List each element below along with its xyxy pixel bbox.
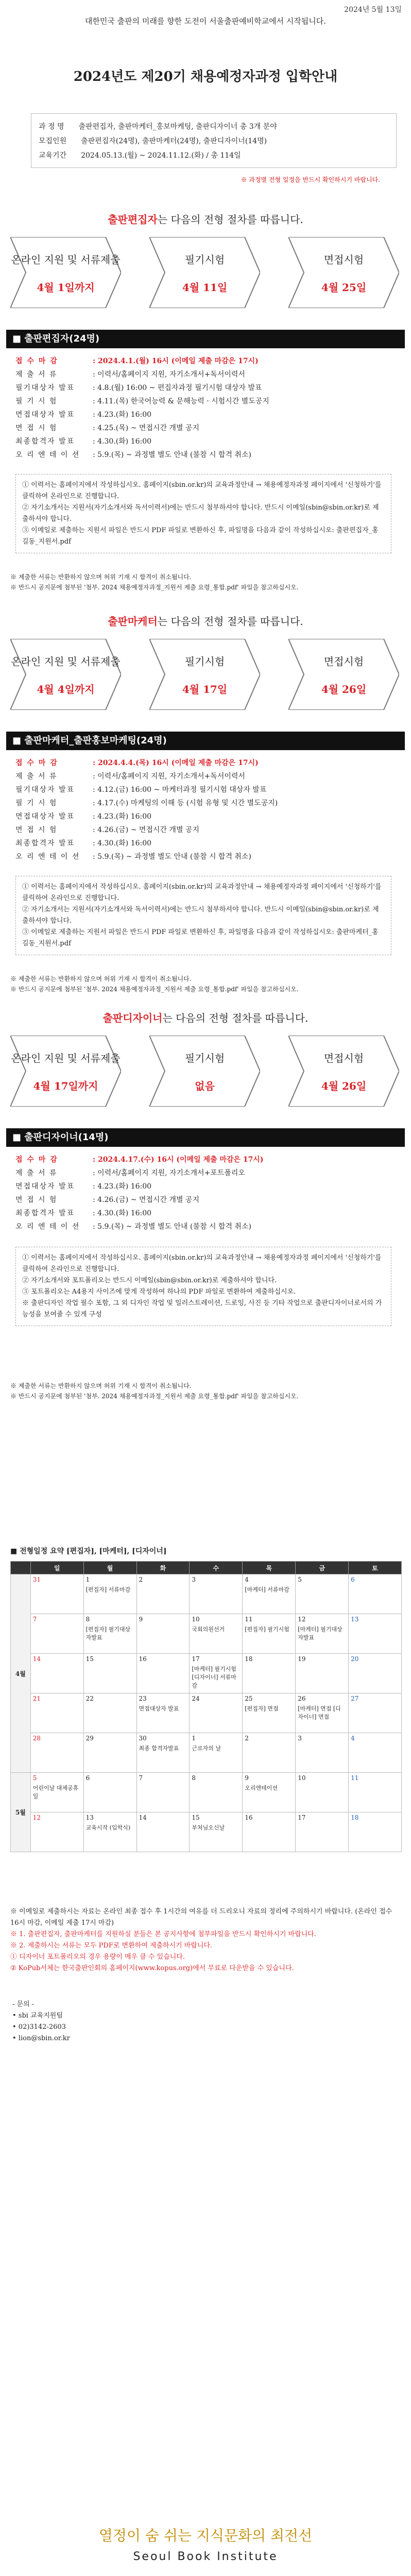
detail-row: 면 접 시 험 : 4.26.(금) ~ 면접시간 개별 공지 [15, 823, 278, 837]
calendar-day-number: 2 [139, 1576, 143, 1583]
detail-value: 4.11.(목) 한국어능력 & 문해능력 · 시험시간 별도공지 [97, 397, 269, 405]
calendar-header: ■ 전형일정 요약 [편집자], [마케터], [디자이너] [10, 1547, 167, 1555]
detail-value: 5.9.(목) ~ 과정별 별도 안내 (불참 시 합격 취소) [97, 451, 251, 459]
calendar-day-number: 24 [192, 1695, 200, 1702]
course-info-box [31, 113, 397, 168]
institute-name: Seoul Book Institute [133, 2550, 278, 2563]
footer-line: ※ 1. 출판편집자, 출판마케터를 지원하실 분들은 본 공지사항에 첨부파일을 반드시 확인하시기 바랍니다. [10, 1930, 317, 1938]
detail-value: 이력서/홈페이지 지원, 자기소개서+포트폴리오 [97, 1169, 245, 1177]
calendar-day-cell [136, 1614, 190, 1654]
calendar-day-cell [136, 1654, 190, 1693]
info-key: 교육기간 [39, 151, 67, 160]
calendar-day-number: 13 [85, 1814, 94, 1821]
calendar-event: 국회의원선거 [192, 1626, 225, 1633]
calendar-day-number: 14 [139, 1814, 147, 1821]
detail-row: 오 리 엔 테 이 션 : 5.9.(목) ~ 과정별 별도 안내 (불참 시 합격 취소) [15, 850, 278, 863]
detail-key: 오 리 엔 테 이 션 [15, 1223, 80, 1231]
marketer-flow-date: 4월 17일 [182, 683, 228, 696]
designer-flow-label: 면접시험 [323, 1052, 364, 1064]
caution-item: ① 이력서는 홈페이지에서 작성하십시오. 홈페이지(sbin.or.kr)의 교육과정안내 → 채용예정자과정 페이지에서 '신청하기'를 클릭하여 온라인으로 진행합니다. [22, 1254, 382, 1273]
designer-section-header: ■ 출판디자이너(14명) [6, 1128, 405, 1147]
detail-value: 4.26.(금) ~ 면접시간 개별 공지 [97, 1196, 199, 1204]
editor-caution-box [15, 474, 391, 553]
calendar-day-number: 31 [32, 1576, 41, 1583]
calendar-day-cell [243, 1693, 296, 1733]
info-row [39, 119, 389, 133]
calendar-day-number: 20 [351, 1655, 359, 1663]
calendar-day-number: 13 [351, 1616, 359, 1623]
calendar-month-label: 5월 [11, 1773, 31, 1852]
calendar-day-cell [83, 1654, 136, 1693]
footer-line: ※ 2. 제출하시는 서류는 모두 PDF로 변환하여 제출하시기 바랍니다. [10, 1942, 213, 1950]
calendar-day-cell [30, 1812, 83, 1852]
calendar-day-cell [190, 1574, 243, 1614]
designer-flow-date: 없음 [195, 1080, 215, 1092]
marketer-after-notes [10, 974, 402, 994]
calendar-event: 근로자의 날 [192, 1745, 221, 1752]
info-value: 2024.05.13.(월) ~ 2024.11.12.(화) / 총 114일 [81, 151, 241, 160]
detail-value: 4.8.(월) 16:00 ~ 편집자과정 필기시험 대상자 발표 [97, 384, 262, 392]
calendar-day-cell [296, 1654, 349, 1693]
info-row [39, 148, 389, 162]
detail-key: 접 수 마 감 [15, 759, 58, 767]
calendar-day-number: 9 [245, 1774, 249, 1782]
calendar-event: [마케터] 필기대상자발표 [298, 1626, 342, 1641]
detail-key: 접 수 마 감 [15, 1156, 58, 1164]
detail-value: 4.23.(화) 16:00 [97, 1182, 152, 1191]
calendar-day-cell [136, 1812, 190, 1852]
calendar-day-number: 5 [32, 1774, 37, 1782]
editor-after-notes [10, 572, 402, 592]
detail-key: 필기대상자 발표 [15, 384, 75, 392]
detail-key: 면 접 시 험 [15, 1196, 58, 1204]
calendar-day-cell [190, 1733, 243, 1773]
info-key: 모집인원 [39, 137, 67, 145]
info-row [39, 133, 389, 148]
calendar-day-cell [243, 1812, 296, 1852]
after-note: ※ 제출한 서류는 반환하지 않으며 허위 기재 시 합격이 취소됩니다. [10, 1382, 192, 1389]
calendar-day-cell [296, 1574, 349, 1614]
detail-value: 4.25.(목) ~ 면접시간 개별 공지 [97, 424, 199, 432]
editor-flow-date: 4월 1일까지 [37, 281, 95, 294]
editor-step-highlight: 출판편집자 [108, 213, 158, 226]
detail-row: 면 접 시 험 : 4.25.(목) ~ 면접시간 개별 공지 [15, 421, 269, 435]
calendar-day-cell [296, 1614, 349, 1654]
calendar-event: 오리엔테이션 [245, 1785, 278, 1791]
detail-value: 4.30.(화) 16:00 [97, 839, 152, 848]
marketer-step-rest: 는 다음의 전형 절차를 따릅니다. [157, 615, 303, 628]
editor-chevron-1 [10, 237, 121, 308]
detail-value: 4.23.(화) 16:00 [97, 411, 152, 419]
detail-row: 제 출 서 류 : 이력서/홈페이지 지원, 자기소개서+포트폴리오 [15, 1166, 263, 1180]
calendar-day-cell [190, 1693, 243, 1733]
calendar-day-number: 28 [32, 1735, 41, 1742]
calendar-day-cell [243, 1574, 296, 1614]
editor-step-rest: 는 다음의 전형 절차를 따릅니다. [157, 213, 303, 226]
calendar-day-number: 25 [245, 1695, 253, 1702]
editor-step-title [0, 211, 411, 226]
schedule-note: ※ 과정별 전형 일정을 반드시 확인하시기 바랍니다. [241, 176, 380, 183]
calendar-day-cell [83, 1812, 136, 1852]
after-note: ※ 반드시 공지문에 첨부된 '첨부. 2024 채용예정자과정_지원서 제출 요령_통합.pdf' 파일을 참고하십시오. [10, 584, 299, 591]
editor-chevron-2 [149, 237, 260, 308]
calendar-day-number: 6 [351, 1576, 355, 1583]
caution-item: ① 이력서는 홈페이지에서 작성하십시오. 홈페이지(sbin.or.kr)의 교육과정안내 → 채용예정자과정 페이지에서 '신청하기'를 클릭하여 온라인으로 진행합니다. [22, 481, 382, 500]
detail-value: 2024.4.17.(수) 16시 (이메일 제출 마감은 17시) [98, 1156, 264, 1164]
after-note: ※ 반드시 공지문에 첨부된 '첨부. 2024 채용예정자과정_지원서 제출 요령_통합.pdf' 파일을 참고하십시오. [10, 1393, 299, 1400]
info-value: 출판편집자(24명), 출판마케터(24명), 출판디자이너(14명) [81, 137, 267, 145]
calendar-day-cell [296, 1693, 349, 1733]
calendar-event: 최종 합격자발표 [139, 1745, 179, 1752]
calendar-day-number: 21 [32, 1695, 41, 1702]
detail-row: 면 접 시 험 : 4.26.(금) ~ 면접시간 개별 공지 [15, 1193, 263, 1207]
designer-step-title [0, 1010, 411, 1025]
contact-email: • lion@sbin.or.kr [12, 2035, 70, 2042]
detail-value: 이력서/홈페이지 지원, 자기소개서+독서이력서 [97, 772, 245, 781]
detail-row: 최종합격자 발표 : 4.30.(화) 16:00 [15, 435, 269, 448]
calendar-day-number: 2 [245, 1735, 249, 1742]
calendar-week-row [11, 1574, 402, 1614]
detail-key: 제 출 서 류 [15, 1169, 58, 1177]
weekday-label: 금 [296, 1562, 349, 1574]
contact-block [12, 1999, 70, 2044]
calendar-event: [마케터] 필기시험 [디자이너] 서류마감 [192, 1666, 236, 1689]
detail-value: 4.12.(금) 16:00 ~ 마케터과정 필기시험 대상자 발표 [97, 786, 267, 794]
detail-row: 최종합격자 발표 : 4.30.(화) 16:00 [15, 837, 278, 850]
detail-value: 5.9.(목) ~ 과정별 별도 안내 (불참 시 합격 취소) [97, 1223, 251, 1231]
detail-key: 필 기 시 험 [15, 397, 58, 405]
info-key: 과 정 명 [39, 123, 64, 131]
calendar-day-number: 8 [192, 1774, 196, 1782]
editor-flow-date: 4월 11일 [182, 281, 228, 294]
designer-details [15, 1153, 263, 1233]
calendar-day-number: 26 [298, 1695, 306, 1702]
designer-flow [0, 1036, 411, 1107]
calendar-day-number: 15 [85, 1655, 94, 1663]
designer-flow-date: 4월 26일 [321, 1080, 367, 1092]
designer-caution-box [15, 1247, 391, 1326]
detail-key: 필 기 시 험 [15, 799, 58, 807]
calendar-day-number: 10 [192, 1616, 200, 1623]
calendar-day-number: 7 [32, 1616, 37, 1623]
footer-notes [10, 1906, 402, 1974]
calendar-day-cell [136, 1693, 190, 1733]
weekday-label: 목 [243, 1562, 296, 1574]
marketer-chevron-3 [288, 639, 399, 710]
footer-line: ② KoPub서체는 한국출판인회의 홈페이지(www.kopus.org)에서 무료로 다운받을 수 있습니다. [10, 1964, 294, 1972]
detail-value: 이력서/홈페이지 지원, 자기소개서+독서이력서 [97, 370, 245, 379]
calendar-day-number: 18 [245, 1655, 253, 1663]
calendar-day-number: 3 [192, 1576, 196, 1583]
calendar-day-number: 16 [139, 1655, 147, 1663]
footer-line: ① 디자이너 포트폴리오의 경우 용량이 매우 클 수 있습니다. [10, 1953, 185, 1961]
marketer-details [15, 756, 278, 863]
calendar-day-cell [136, 1574, 190, 1614]
calendar-event: 부처님오신날 [192, 1824, 225, 1831]
marketer-section-header: ■ 출판마케터_출판홍보마케팅(24명) [6, 732, 405, 750]
calendar-day-number: 9 [139, 1616, 143, 1623]
detail-row: 접 수 마 감 : 2024.4.17.(수) 16시 (이메일 제출 마감은 17시) [15, 1153, 263, 1166]
detail-value: 4.30.(화) 16:00 [97, 1209, 152, 1217]
calendar-day-cell [30, 1733, 83, 1773]
contact-team: • sbi 교육지원팀 [12, 2012, 63, 2020]
calendar-event: [마케터] 서류마감 [245, 1586, 289, 1593]
calendar-day-number: 17 [298, 1814, 306, 1821]
detail-value: 4.30.(화) 16:00 [97, 437, 152, 446]
designer-chevron-2 [149, 1036, 260, 1107]
calendar-week-row [11, 1773, 402, 1812]
detail-row: 접 수 마 감 : 2024.4.1.(월) 16시 (이메일 제출 마감은 17시) [15, 354, 269, 368]
marketer-chevron-2 [149, 639, 260, 710]
marketer-caution-box [15, 876, 391, 955]
detail-key: 면 접 시 험 [15, 424, 58, 432]
detail-value: 4.17.(수) 마케팅의 이해 등 (시험 유형 및 시간 별도공지) [97, 799, 278, 807]
calendar-day-cell [296, 1773, 349, 1812]
editor-details [15, 354, 269, 462]
detail-key: 최종합격자 발표 [15, 437, 75, 446]
calendar-week-row [11, 1733, 402, 1773]
calendar-day-cell [30, 1773, 83, 1812]
calendar-event: [편집자] 면접 [245, 1705, 279, 1712]
caution-item: ③ 포트폴리오는 A4용지 사이즈에 맞게 작성하여 하나의 PDF 파일로 변환하여 제출하십시오. [22, 1288, 296, 1296]
calendar-day-cell [243, 1733, 296, 1773]
calendar-day-number: 22 [85, 1695, 94, 1702]
calendar-day-number: 30 [139, 1735, 147, 1742]
detail-row: 면접대상자 발표 : 4.23.(화) 16:00 [15, 810, 278, 823]
calendar-day-cell [136, 1733, 190, 1773]
calendar-event: [편집자] 서류마감 [85, 1586, 131, 1593]
calendar-head-row [11, 1562, 402, 1574]
calendar-day-cell [30, 1614, 83, 1654]
intro-text: 대한민국 출판의 미래를 향한 도전이 서울출판예비학교에서 시작됩니다. [84, 16, 327, 26]
after-note: ※ 제출한 서류는 반환하지 않으며 허위 기재 시 합격이 취소됩니다. [10, 975, 192, 982]
detail-row: 필기대상자 발표 : 4.8.(월) 16:00 ~ 편집자과정 필기시험 대상자 발표 [15, 381, 269, 395]
calendar-month-label: 4월 [11, 1574, 31, 1773]
schedule-calendar [10, 1561, 402, 1852]
designer-chevron-1 [10, 1036, 121, 1107]
calendar-day-cell [349, 1574, 402, 1614]
calendar-day-cell [30, 1574, 83, 1614]
caution-item: ③ 이메일로 제출하는 지원서 파일은 반드시 PDF 파일로 변환하신 후, 파일명을 다음과 같이 작성하십시오: 출판편집자_홍길동_지원서.pdf [22, 527, 379, 546]
calendar-day-number: 27 [351, 1695, 359, 1702]
calendar-day-cell [349, 1614, 402, 1654]
footer-line: ※ 이메일로 제출하시는 자료는 온라인 최종 접수 후 1시간의 여유를 더 드리오니 자료의 정리에 주의하시기 바랍니다. (온라인 접수 16시 마감, 이메일 제출 17시 마감) [10, 1908, 392, 1927]
detail-key: 최종합격자 발표 [15, 1209, 75, 1217]
designer-chevron-3 [288, 1036, 399, 1107]
calendar-day-number: 15 [192, 1814, 200, 1821]
detail-key: 오 리 엔 테 이 션 [15, 853, 80, 861]
designer-flow-label: 온라인 지원 및 서류제출 [11, 1052, 121, 1064]
marketer-flow-date: 4월 4일까지 [37, 683, 95, 696]
calendar-day-number: 4 [245, 1576, 249, 1583]
calendar-day-number: 4 [351, 1735, 355, 1742]
detail-value: 2024.4.1.(월) 16시 (이메일 제출 마감은 17시) [98, 357, 259, 365]
detail-key: 제 출 서 류 [15, 772, 58, 781]
detail-value: 2024.4.4.(목) 16시 (이메일 제출 마감은 17시) [98, 759, 259, 767]
calendar-day-number: 17 [192, 1655, 200, 1663]
caution-item: ② 자기소개서는 지원서(자기소개서와 독서이력서)에는 반드시 첨부하셔야 합니다. 반드시 이메일(sbin@sbin.or.kr)로 제출하셔야 합니다. [22, 906, 379, 925]
marketer-flow-date: 4월 26일 [321, 683, 367, 696]
calendar-day-cell [296, 1733, 349, 1773]
marketer-chevron-1 [10, 639, 121, 710]
weekday-label: 토 [349, 1562, 402, 1574]
designer-step-highlight: 출판디자이너 [102, 1012, 163, 1024]
editor-section-header: ■ 출판편집자(24명) [6, 330, 405, 348]
detail-row: 제 출 서 류 : 이력서/홈페이지 지원, 자기소개서+독서이력서 [15, 770, 278, 783]
editor-flow-date: 4월 25일 [321, 281, 367, 294]
detail-value: 5.9.(목) ~ 과정별 별도 안내 (불참 시 합격 취소) [97, 853, 251, 861]
detail-value: 4.23.(화) 16:00 [97, 812, 152, 821]
marketer-flow [0, 639, 411, 710]
calendar-event: 면접대상자 발표 [139, 1705, 179, 1712]
marketer-flow-label: 온라인 지원 및 서류제출 [11, 655, 121, 668]
calendar-event: [마케터] 면접 [디자이너] 면접 [298, 1705, 341, 1720]
calendar-day-cell [243, 1654, 296, 1693]
calendar-week-row [11, 1654, 402, 1693]
detail-key: 최종합격자 발표 [15, 839, 75, 848]
weekday-label: 일 [30, 1562, 83, 1574]
calendar-day-number: 1 [192, 1735, 196, 1742]
caution-item: ② 자기소개서는 지원서(자기소개서와 독서이력서)에는 반드시 첨부하셔야 합니다. 반드시 이메일(sbin@sbin.or.kr)로 제출하셔야 합니다. [22, 504, 379, 523]
detail-row: 최종합격자 발표 : 4.30.(화) 16:00 [15, 1207, 263, 1220]
detail-row: 필 기 시 험 : 4.11.(목) 한국어능력 & 문해능력 · 시험시간 별도공지 [15, 395, 269, 408]
calendar-day-cell [190, 1614, 243, 1654]
calendar-day-number: 5 [298, 1576, 302, 1583]
weekday-label: 월 [83, 1562, 136, 1574]
calendar-day-cell [30, 1654, 83, 1693]
caution-item: ② 자기소개서와 포트폴리오는 반드시 이메일(sbin@sbin.or.kr)로 제출하셔야 합니다. [22, 1277, 277, 1284]
detail-key: 면접대상자 발표 [15, 411, 75, 419]
designer-after-notes [10, 1381, 402, 1401]
detail-row: 필기대상자 발표 : 4.12.(금) 16:00 ~ 마케터과정 필기시험 대상자 발표 [15, 783, 278, 796]
editor-chevron-3 [288, 237, 399, 308]
detail-key: 필기대상자 발표 [15, 786, 75, 794]
slogan: 열정이 숨 쉬는 지식문화의 최전선 [98, 2527, 313, 2544]
calendar-event: 교육시작 (입학식) [85, 1824, 131, 1831]
calendar-day-cell [243, 1614, 296, 1654]
detail-row: 필 기 시 험 : 4.17.(수) 마케팅의 이해 등 (시험 유형 및 시간 별도공지) [15, 796, 278, 810]
detail-row: 오 리 엔 테 이 션 : 5.9.(목) ~ 과정별 별도 안내 (불참 시 합격 취소) [15, 1220, 263, 1233]
caution-item: ※ 출판디자인 작업 필수 포함, 그 외 디자인 작업 및 일러스트레이션, 드로잉, 사진 등 기타 작업으로 출판디자이너로서의 가능성을 보여줄 수 있게 구성 [22, 1299, 382, 1318]
calendar-week-row [11, 1614, 402, 1654]
calendar-day-cell [190, 1812, 243, 1852]
calendar-day-number: 3 [298, 1735, 302, 1742]
detail-row: 면접대상자 발표 : 4.23.(화) 16:00 [15, 408, 269, 421]
calendar-event: 어린이날 대체공휴일 [32, 1785, 79, 1800]
calendar-day-cell [349, 1812, 402, 1852]
calendar-day-number: 8 [85, 1616, 90, 1623]
calendar-event: [편집자] 필기시험 [245, 1626, 289, 1633]
calendar-week-row [11, 1812, 402, 1852]
calendar-day-cell [296, 1812, 349, 1852]
calendar-day-cell [190, 1773, 243, 1812]
calendar-day-number: 19 [298, 1655, 306, 1663]
weekday-label: 수 [190, 1562, 243, 1574]
designer-flow-label: 필기시험 [184, 1052, 225, 1064]
notice-date: 2024년 5월 13일 [344, 6, 402, 14]
calendar-day-cell [190, 1654, 243, 1693]
calendar-day-number: 23 [139, 1695, 147, 1702]
calendar-day-cell [243, 1773, 296, 1812]
calendar-day-number: 29 [85, 1735, 94, 1742]
calendar-day-number: 7 [139, 1774, 143, 1782]
detail-value: 4.26.(금) ~ 면접시간 개별 공지 [97, 826, 199, 834]
calendar-day-number: 11 [351, 1774, 359, 1782]
marketer-step-highlight: 출판마케터 [108, 615, 158, 628]
detail-row: 제 출 서 류 : 이력서/홈페이지 지원, 자기소개서+독서이력서 [15, 368, 269, 381]
after-note: ※ 반드시 공지문에 첨부된 '첨부. 2024 채용예정자과정_지원서 제출 요령_통합.pdf' 파일을 참고하십시오. [10, 986, 299, 993]
calendar-day-number: 6 [85, 1774, 90, 1782]
calendar-day-cell [83, 1574, 136, 1614]
calendar-corner [11, 1562, 31, 1574]
calendar-day-cell [349, 1654, 402, 1693]
marketer-flow-label: 필기시험 [184, 655, 225, 668]
calendar-event: [편집자] 필기대상자발표 [85, 1626, 131, 1641]
contact-phone: • 02)3142-2603 [12, 2023, 66, 2031]
detail-row: 오 리 엔 테 이 션 : 5.9.(목) ~ 과정별 별도 안내 (불참 시 합격 취소) [15, 448, 269, 462]
calendar-day-cell [349, 1693, 402, 1733]
calendar-day-number: 18 [351, 1814, 359, 1821]
editor-flow [0, 237, 411, 308]
caution-item: ① 이력서는 홈페이지에서 작성하십시오. 홈페이지(sbin.or.kr)의 교육과정안내 → 채용예정자과정 페이지에서 '신청하기'를 클릭하여 온라인으로 진행합니다. [22, 883, 382, 902]
calendar-day-cell [83, 1693, 136, 1733]
contact-title: - 문의 - [12, 2001, 35, 2008]
detail-row: 접 수 마 감 : 2024.4.4.(목) 16시 (이메일 제출 마감은 17시) [15, 756, 278, 770]
detail-key: 오 리 엔 테 이 션 [15, 451, 80, 459]
detail-row: 면접대상자 발표 : 4.23.(화) 16:00 [15, 1180, 263, 1193]
designer-step-rest: 는 다음의 전형 절차를 따릅니다. [162, 1012, 309, 1024]
calendar-day-number: 14 [32, 1655, 41, 1663]
designer-flow-date: 4월 17일까지 [33, 1080, 98, 1092]
calendar-day-cell [349, 1773, 402, 1812]
detail-key: 제 출 서 류 [15, 370, 58, 379]
calendar-day-cell [136, 1773, 190, 1812]
calendar-day-number: 12 [32, 1814, 41, 1821]
detail-key: 면접대상자 발표 [15, 812, 75, 821]
caution-item: ③ 이메일로 제출하는 지원서 파일은 반드시 PDF 파일로 변환하신 후, 파일명을 다음과 같이 작성하십시오: 출판마케터_홍길동_지원서.pdf [22, 928, 379, 947]
calendar-day-cell [349, 1733, 402, 1773]
calendar-day-number: 11 [245, 1616, 253, 1623]
detail-key: 접 수 마 감 [15, 357, 58, 365]
editor-flow-label: 온라인 지원 및 서류제출 [11, 253, 121, 266]
editor-flow-label: 면접시험 [323, 253, 364, 266]
calendar-day-number: 1 [85, 1576, 90, 1583]
calendar-day-number: 12 [298, 1616, 306, 1623]
marketer-flow-label: 면접시험 [323, 655, 364, 668]
calendar-day-number: 16 [245, 1814, 253, 1821]
editor-flow-label: 필기시험 [184, 253, 225, 266]
detail-key: 면 접 시 험 [15, 826, 58, 834]
page-title: 2024년도 제20기 채용예정자과정 입학안내 [73, 69, 338, 84]
weekday-label: 화 [136, 1562, 190, 1574]
info-value: 출판편집자, 출판마케터_홍보마케팅, 출판디자이너 총 3개 분야 [78, 123, 277, 131]
marketer-step-title [0, 613, 411, 628]
calendar-day-cell [83, 1614, 136, 1654]
calendar-day-cell [83, 1733, 136, 1773]
after-note: ※ 제출한 서류는 반환하지 않으며 허위 기재 시 합격이 취소됩니다. [10, 573, 192, 581]
detail-key: 면접대상자 발표 [15, 1182, 75, 1191]
calendar-week-row [11, 1693, 402, 1733]
calendar-day-number: 10 [298, 1774, 306, 1782]
calendar-day-cell [30, 1693, 83, 1733]
calendar-day-cell [83, 1773, 136, 1812]
